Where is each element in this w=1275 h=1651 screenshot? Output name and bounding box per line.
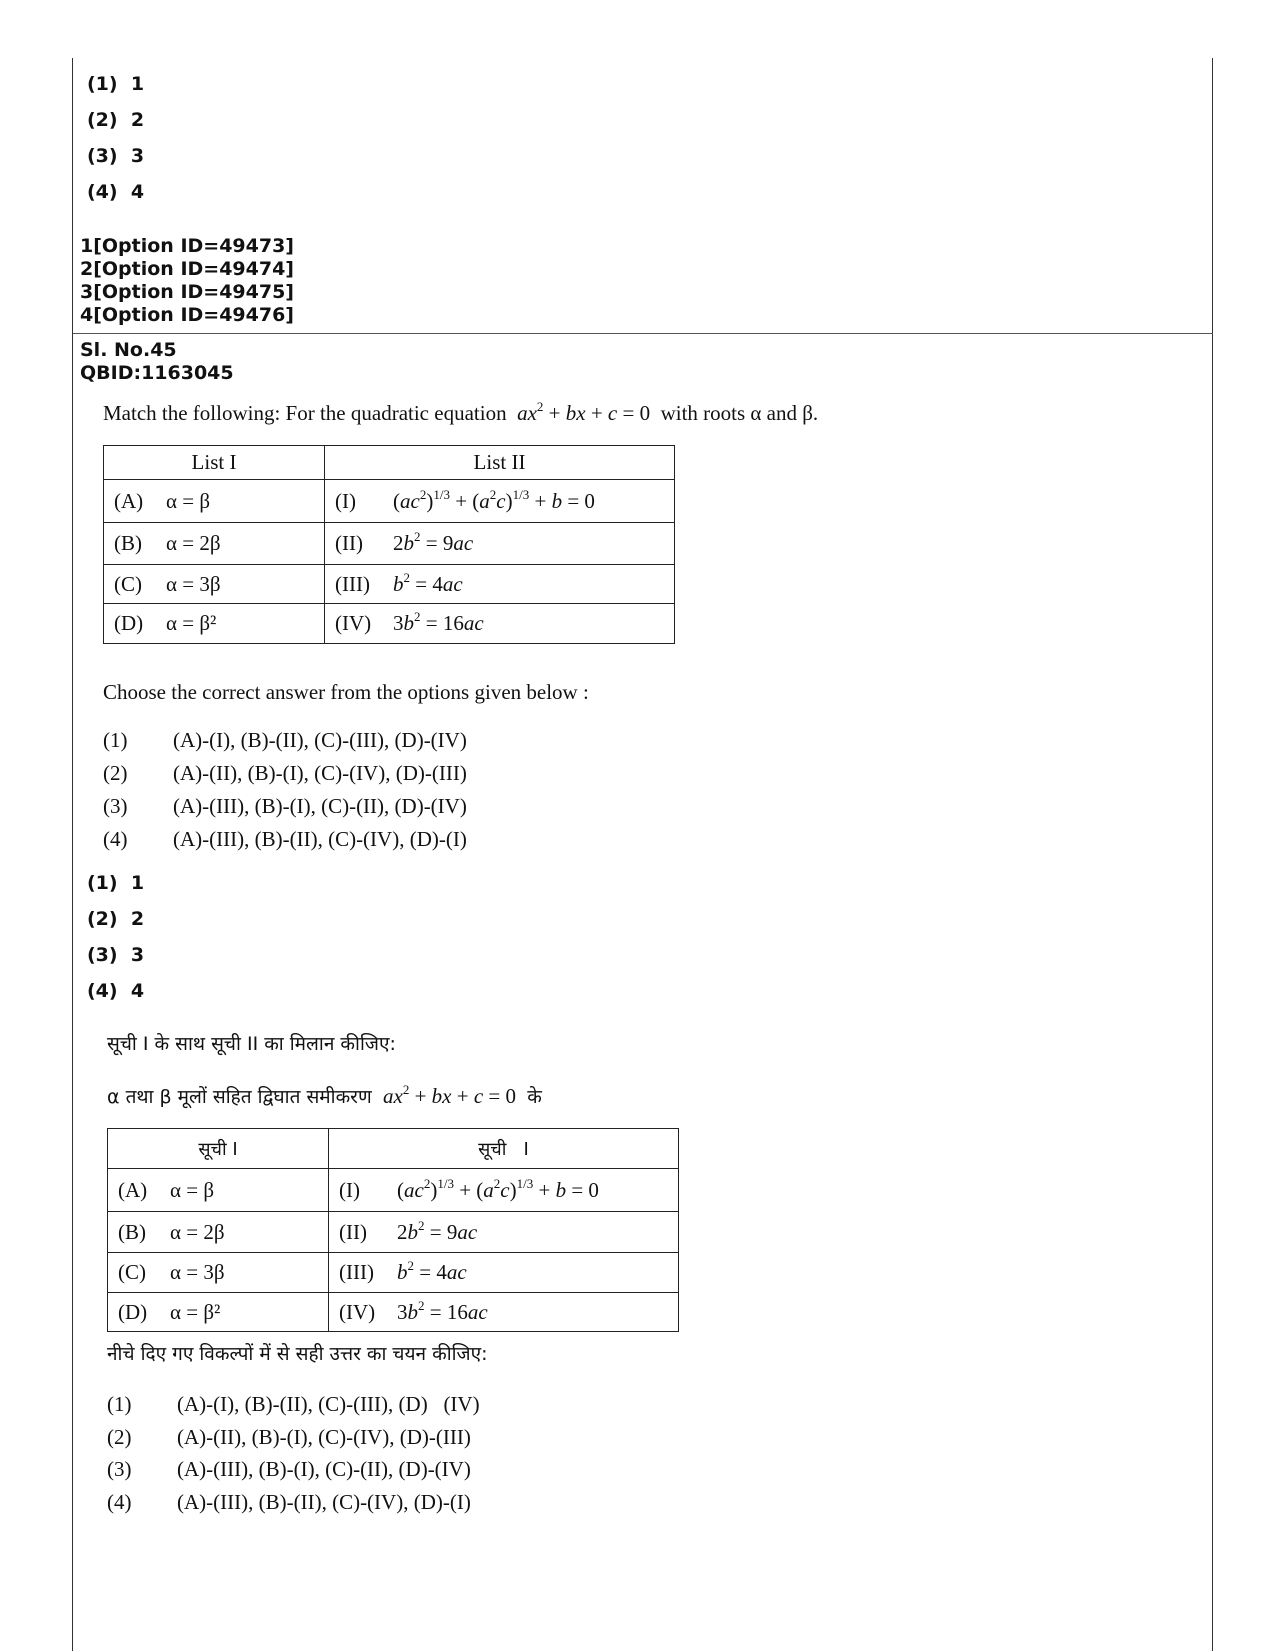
list1-item: (A) α = β [104, 480, 325, 523]
choice-english: (1) (A)-(I), (B)-(II), (C)-(III), (D)-(IV) [103, 728, 467, 752]
question-divider [73, 333, 1213, 334]
list2-item: (II) $2b^2 = 9ac$ [325, 523, 675, 565]
question-stem-english: Match the following: For the quadratic equation $ax^2$ + bx + c = 0 with roots α and β. [103, 399, 819, 425]
left-border [72, 58, 73, 1651]
list1-header: सूची I [108, 1129, 329, 1169]
list1-item: (D) α = β² [108, 1293, 329, 1332]
answer-option: (1) 1 [87, 73, 145, 95]
hindi-line1: सूची I के साथ सूची II का मिलान कीजिए: [107, 1033, 396, 1055]
option-id-list [80, 235, 294, 327]
list1-header: List I [104, 446, 325, 480]
list2-item: (I) $(ac^2)^{1/3} + (a^2c)^{1/3} + b = 0$ [325, 480, 675, 523]
instruction-hindi: नीचे दिए गए विकल्पों में से सही उत्तर का चयन कीजिए: [107, 1343, 488, 1365]
choice-hindi: (4) (A)-(III), (B)-(II), (C)-(IV), (D)-(I) [107, 1490, 471, 1514]
list2-header: List II [325, 446, 675, 480]
choice-hindi: (1) (A)-(I), (B)-(II), (C)-(III), (D) (IV) [107, 1392, 480, 1416]
list2-item: (I) $(ac^2)^{1/3} + (a^2c)^{1/3} + b = 0$ [329, 1169, 679, 1212]
answer-option[interactable]: (3) 3 [87, 944, 145, 966]
answer-option[interactable]: (2) 2 [87, 908, 145, 930]
list2-header: सूची I [329, 1129, 679, 1169]
list1-item: (C) α = 3β [108, 1253, 329, 1293]
answer-option[interactable]: (1) 1 [87, 872, 145, 894]
option-id: 2[Option ID=49474] [80, 258, 294, 280]
option-id: 1[Option ID=49473] [80, 235, 294, 257]
match-table-hindi [107, 1128, 679, 1332]
list2-item: (IV) $3b^2 = 16ac$ [325, 604, 675, 644]
list2-item: (II) $2b^2 = 9ac$ [329, 1212, 679, 1253]
list1-item: (A) α = β [108, 1169, 329, 1212]
answer-option: (4) 4 [87, 181, 145, 203]
serial-number: Sl. No.45 [80, 339, 177, 361]
answer-option: (3) 3 [87, 145, 145, 167]
answer-option[interactable]: (4) 4 [87, 980, 145, 1002]
choice-english: (4) (A)-(III), (B)-(II), (C)-(IV), (D)-(I) [103, 827, 467, 851]
choice-hindi: (3) (A)-(III), (B)-(I), (C)-(II), (D)-(IV) [107, 1457, 471, 1481]
list1-item: (B) α = 2β [104, 523, 325, 565]
list2-item: (III) $b^2 = 4ac$ [329, 1253, 679, 1293]
question-header [80, 339, 234, 385]
list1-item: (D) α = β² [104, 604, 325, 644]
answer-option: (2) 2 [87, 109, 145, 131]
choice-english: (2) (A)-(II), (B)-(I), (C)-(IV), (D)-(III) [103, 761, 467, 785]
list2-item: (III) $b^2 = 4ac$ [325, 565, 675, 604]
hindi-line2: α तथा β मूलों सहित द्विघात समीकरण $ax^2$ + bx + c = 0 के [107, 1082, 542, 1108]
choice-english: (3) (A)-(III), (B)-(I), (C)-(II), (D)-(IV) [103, 794, 467, 818]
list2-item: (IV) $3b^2 = 16ac$ [329, 1293, 679, 1332]
option-id: 4[Option ID=49476] [80, 304, 294, 326]
match-table-english [103, 445, 675, 644]
option-id: 3[Option ID=49475] [80, 281, 294, 303]
list1-item: (B) α = 2β [108, 1212, 329, 1253]
right-border [1212, 58, 1213, 1651]
list1-item: (C) α = 3β [104, 565, 325, 604]
instruction-english: Choose the correct answer from the options given below : [103, 680, 589, 704]
choice-hindi: (2) (A)-(II), (B)-(I), (C)-(IV), (D)-(III) [107, 1425, 471, 1449]
qbid: QBID:1163045 [80, 362, 234, 384]
